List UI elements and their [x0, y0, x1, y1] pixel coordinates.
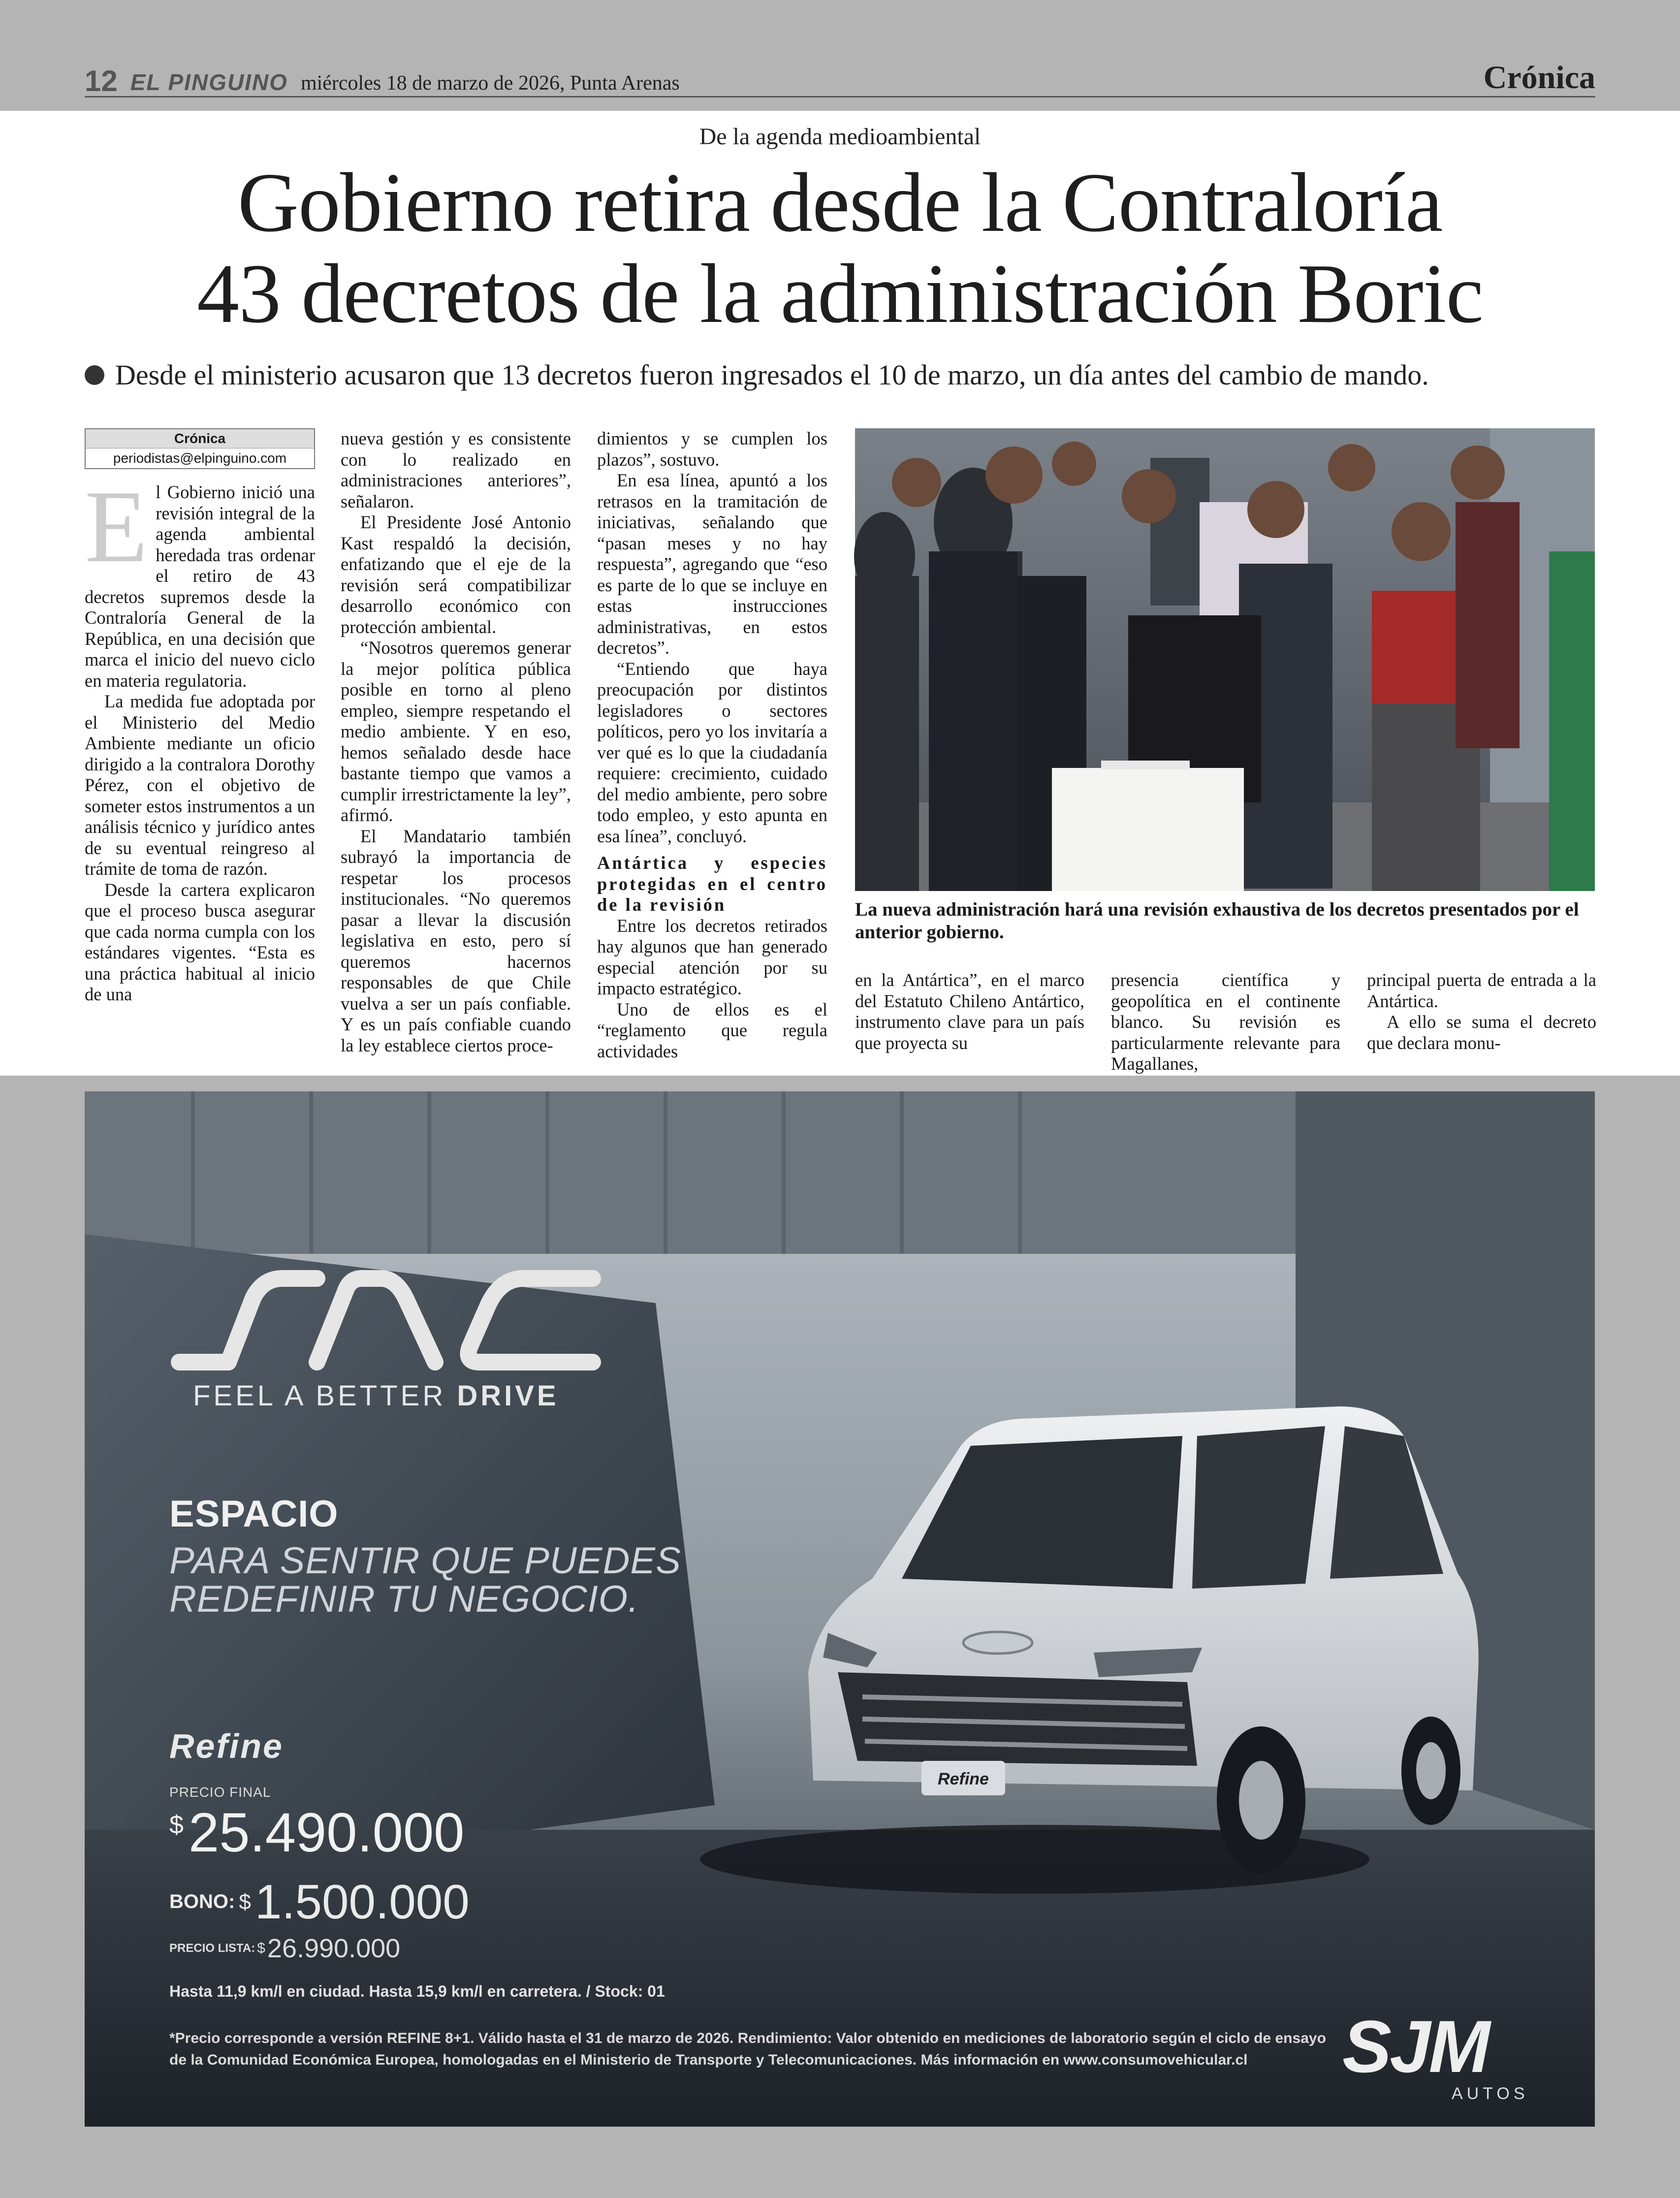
drop-cap: E — [85, 470, 148, 584]
jac-logo — [169, 1264, 622, 1372]
publication-name: EL PINGUINO — [130, 69, 288, 95]
kicker: De la agenda medioambiental — [699, 124, 981, 150]
article-column-2 — [341, 428, 571, 1058]
license-plate-text: Refine — [938, 1770, 989, 1788]
folio-bar — [85, 58, 1595, 97]
sjm-autos-logo — [1337, 2005, 1529, 2104]
paragraph: “Entiendo que haya preocupación por distintos legisladores o sectores políticos, pero yo los invitaría a ver qué es lo que la ciudadanía requiere: crecimiento, cuidado del medio ambiente, pero sobre todo empleo, y esto apunta en esa línea”, concluyó. — [597, 658, 827, 846]
bono — [169, 1874, 470, 1930]
paragraph: A ello se suma el decreto que declara monu- — [1367, 1012, 1596, 1053]
legal-disclaimer: *Precio corresponde a versión REFINE 8+1. Válido hasta el 31 de marzo de 2026. Rendimiento: Valor obtenido en mediciones de laboratorio según el ciclo de ensayo de la Comunidad Económica Europea, homologadas en el Ministerio de Transporte y Telecomunicaciones. Más información en www.consumovehicular.cl — [169, 2030, 1326, 2068]
paragraph: El Mandatario también subrayó la importancia de respetar los procesos institucionales. “No queremos pasar a llevar la discusión legislativa en esto, pero sí queremos hacernos responsables de que Chile vuelva a ser un país confiable. Y es un país confiable cuando la ley establece ciertos proce- — [341, 826, 571, 1055]
paragraph: en la Antártica”, en el marco del Estatuto Chileno Antártico, instrumento clave para un país que proyecta su — [855, 970, 1084, 1053]
byline-box — [85, 428, 315, 469]
price-label: PRECIO FINAL — [169, 1784, 271, 1800]
paragraph: En esa línea, apuntó a los retrasos en la tramitación de iniciativas, señalando que “pasan meses y no hay respuesta”, agregando que “eso es parte de lo que se incluye en estas instrucciones administrativas, en estos decretos”. — [597, 470, 827, 658]
photo-caption: La nueva administración hará una revisión exhaustiva de los decretos presentados por el anterior gobierno. — [855, 899, 1579, 943]
headline-line-2: 43 decretos de la administración Boric — [197, 247, 1483, 341]
bono-label: BONO: — [169, 1891, 235, 1912]
section-name: Crónica — [1483, 60, 1595, 96]
paragraph: El Presidente José Antonio Kast respaldó la decisión, enfatizando que el eje de la revisión será compatibilizar desarrollo económico con protección ambiental. — [341, 512, 571, 637]
ad-subline-2: REDEFINIR TU NEGOCIO. — [169, 1578, 639, 1620]
tagline-light: FEEL A BETTER — [193, 1380, 446, 1412]
list-price-value: 26.990.000 — [267, 1934, 401, 1963]
ad-subline — [169, 1542, 711, 1619]
bullet-icon — [85, 365, 104, 385]
headline-line-1: Gobierno retira desde la Contraloría — [237, 156, 1443, 250]
byline-section: Crónica — [86, 429, 314, 448]
page-number: 12 — [85, 64, 118, 97]
ad-subline-1: PARA SENTIR QUE PUEDES — [169, 1540, 681, 1582]
bono-value: 1.500.000 — [254, 1875, 470, 1929]
currency-symbol: $ — [239, 1889, 251, 1914]
final-price — [169, 1802, 465, 1863]
paragraph: principal puerta de entrada a la Antártica. — [1367, 970, 1596, 1011]
paragraph: “Nosotros queremos generar la mejor política pública posible en torno al pleno empleo, siempre respetando el medio ambiente. Y en eso, hemos señalado desde hace bastante tiempo que vamos a cumplir irrestrictamente la ley”, afirmó. — [341, 637, 571, 825]
brand-tagline — [193, 1379, 559, 1412]
paragraph: Desde la cartera explicaron que el proceso busca asegurar que cada norma cumpla con los estándares vigentes. “Esta es una práctica habitual al inicio de una — [85, 879, 315, 1004]
article-column-1 — [85, 428, 315, 1058]
tagline-bold: DRIVE — [457, 1380, 559, 1412]
fuel-consumption: Hasta 11,9 km/l en ciudad. Hasta 15,9 km/l en carretera. / Stock: 01 — [169, 1982, 665, 2000]
final-price-value: 25.490.000 — [188, 1802, 465, 1863]
paragraph: dimientos y se cumplen los plazos”, sostuvo. — [597, 428, 827, 470]
article-column-4 — [855, 970, 1084, 1058]
ad-headline: ESPACIO — [169, 1493, 339, 1535]
currency-symbol: $ — [169, 1811, 184, 1839]
dealer-sub: AUTOS — [1452, 2084, 1529, 2103]
section-subhead: Antártica y especies protegidas en el centro de la revisión — [597, 853, 827, 915]
list-price-label: PRECIO LISTA: — [169, 1942, 255, 1955]
paragraph: La medida fue adoptada por el Ministerio del Medio Ambiente mediante un oficio dirigido a la contralora Dorothy Pérez, con el objetivo de someter estos instrumentos a un análisis técnico y jurídico antes de su eventual reingreso al trámite de toma de razón. — [85, 691, 315, 879]
subheadline-text: Desde el ministerio acusaron que 13 decretos fueron ingresados el 10 de marzo, un día antes del cambio de mando. — [115, 359, 1429, 391]
model-name: Refine — [169, 1727, 284, 1765]
article-column-3 — [597, 428, 827, 1061]
dealer-name: SJM — [1342, 2005, 1489, 2088]
byline-email[interactable]: periodistas@elpinguino.com — [113, 450, 287, 466]
paragraph: Entre los decretos retirados hay algunos que han generado especial atención por su impacto estratégico. — [597, 915, 827, 998]
paragraph: Uno de ellos es el “reglamento que regula actividades — [597, 999, 827, 1061]
paragraph: presencia científica y geopolítica en el continente blanco. Su revisión es particularmente relevante para Magallanes, — [1111, 970, 1340, 1074]
article-photo — [855, 428, 1595, 891]
paragraph: nueva gestión y es consistente con lo realizado en administraciones anteriores”, señalaron. — [341, 428, 571, 511]
page-header — [0, 0, 1680, 111]
jac-refine-advertisement[interactable] — [85, 1091, 1595, 2127]
paragraph: l Gobierno inició una revisión integral de la agenda ambiental heredada tras ordenar el retiro de 43 decretos supremos desde la Contraloría General de la República, en una decisión que marca el inicio del nuevo ciclo en materia regulatoria. — [85, 482, 315, 691]
list-price — [169, 1933, 400, 1964]
ceremony-photo-illustration — [855, 428, 1595, 891]
dateline: miércoles 18 de marzo de 2026, Punta Arenas — [300, 71, 680, 95]
article-column-6 — [1367, 970, 1596, 1058]
article-column-5 — [1111, 970, 1340, 1074]
headline — [74, 158, 1606, 340]
subheadline — [85, 358, 1606, 391]
currency-symbol: $ — [257, 1940, 265, 1956]
